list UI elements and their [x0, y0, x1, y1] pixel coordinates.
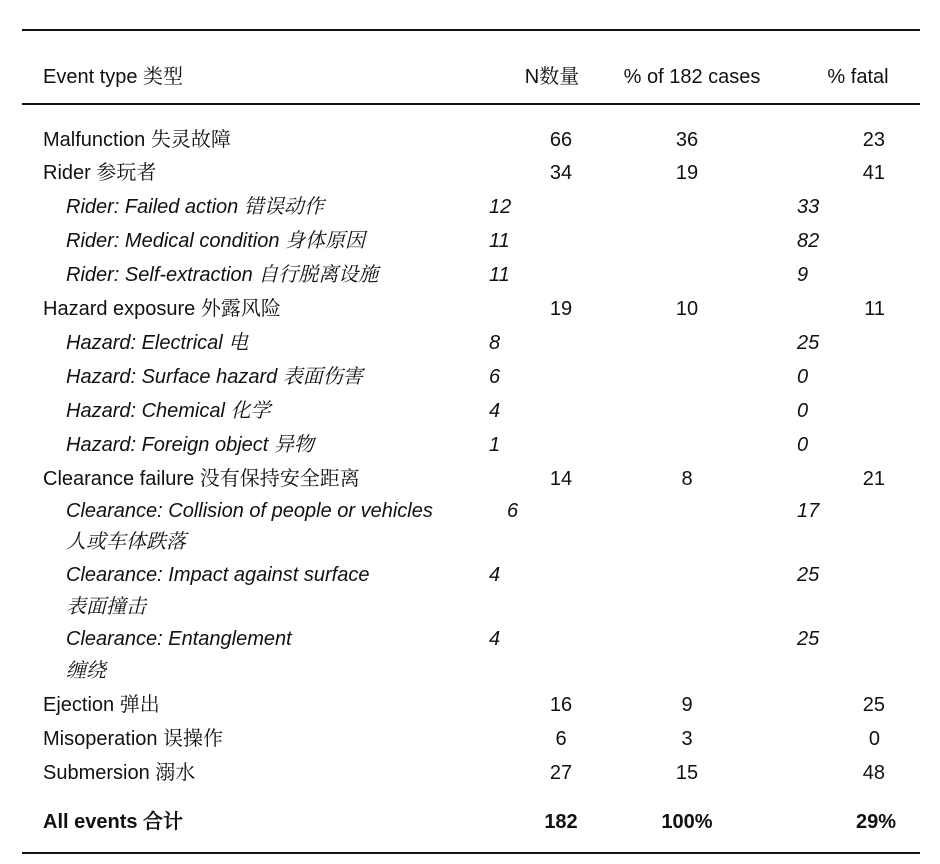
subrow-label: Hazard: Surface hazard 表面伤害 [66, 366, 363, 388]
row-n: 66 [549, 129, 573, 151]
subrow-label: Hazard: Chemical 化学 [66, 400, 271, 422]
subrow-label: Clearance: Collision of people or vehicles [66, 500, 433, 522]
subrow-n: 6 [507, 500, 519, 522]
total-fatal: 29% [855, 811, 896, 833]
subrow-label: Rider: Self-extraction 自行脱离设施 [66, 264, 379, 286]
row-fatal: 48 [862, 762, 885, 784]
row-label: Malfunction 失灵故障 [43, 129, 231, 151]
header-pct-cases: % of 182 cases [623, 66, 761, 88]
subrow-label: Hazard: Electrical 电 [66, 332, 249, 354]
header-event-type: Event type 类型 [43, 66, 184, 88]
subrow-label: Hazard: Foreign object 异物 [66, 434, 314, 456]
subrow-label: Clearance: Impact against surface [66, 564, 370, 586]
subrow-label: Clearance: Entanglement [66, 628, 292, 650]
row-pct: 19 [675, 162, 699, 184]
row-label: Ejection 弹出 [43, 694, 160, 716]
subrow-fatal: 0 [797, 400, 809, 422]
subrow-fatal: 0 [797, 366, 809, 388]
row-fatal: 23 [862, 129, 885, 151]
subrow-n: 4 [489, 400, 501, 422]
table-bottom-rule [22, 852, 920, 854]
subrow-fatal: 17 [797, 500, 820, 522]
subrow-n: 11 [489, 230, 510, 252]
row-n: 27 [549, 762, 573, 784]
row-n: 16 [549, 694, 573, 716]
row-label: Hazard exposure 外露风险 [43, 298, 281, 320]
subrow-fatal: 0 [797, 434, 809, 456]
row-n: 34 [549, 162, 573, 184]
total-n: 182 [544, 811, 578, 833]
row-fatal: 25 [862, 694, 885, 716]
row-n: 19 [549, 298, 573, 320]
header-n: N数量 [524, 66, 580, 88]
row-label: Rider 参玩者 [43, 162, 157, 184]
row-label: Clearance failure 没有保持安全距离 [43, 468, 360, 490]
subrow-label-cn: 缠绕 [66, 660, 106, 682]
subrow-fatal: 33 [797, 196, 820, 218]
subrow-fatal: 25 [797, 332, 820, 354]
row-fatal: 11 [864, 298, 885, 320]
subrow-n: 6 [489, 366, 501, 388]
subrow-n: 12 [489, 196, 512, 218]
subrow-label-cn: 表面撞击 [66, 596, 146, 618]
row-pct: 9 [681, 694, 693, 716]
subrow-label: Rider: Medical condition 身体原因 [66, 230, 365, 252]
row-fatal: 0 [868, 728, 880, 750]
row-label: Misoperation 误操作 [43, 728, 224, 750]
subrow-fatal: 82 [797, 230, 820, 252]
subrow-fatal: 25 [797, 564, 820, 586]
row-fatal: 21 [862, 468, 885, 490]
subrow-n: 4 [489, 628, 501, 650]
header-pct-fatal: % fatal [827, 66, 889, 88]
row-n: 14 [549, 468, 573, 490]
row-pct: 8 [681, 468, 693, 490]
row-label: Submersion 溺水 [43, 762, 196, 784]
row-pct: 10 [675, 298, 699, 320]
subrow-label-cn: 人或车体跌落 [66, 531, 186, 553]
row-pct: 36 [675, 129, 699, 151]
row-fatal: 41 [862, 162, 885, 184]
table-top-rule [22, 29, 920, 31]
total-label: All events 合计 [43, 811, 184, 833]
subrow-n: 8 [489, 332, 501, 354]
row-n: 6 [555, 728, 567, 750]
header-rule [22, 103, 920, 105]
subrow-fatal: 9 [797, 264, 809, 286]
subrow-label: Rider: Failed action 错误动作 [66, 196, 324, 218]
row-pct: 15 [675, 762, 699, 784]
subrow-n: 11 [489, 264, 510, 286]
subrow-n: 4 [489, 564, 501, 586]
row-pct: 3 [681, 728, 693, 750]
subrow-fatal: 25 [797, 628, 820, 650]
total-pct: 100% [661, 811, 713, 833]
subrow-n: 1 [489, 434, 501, 456]
